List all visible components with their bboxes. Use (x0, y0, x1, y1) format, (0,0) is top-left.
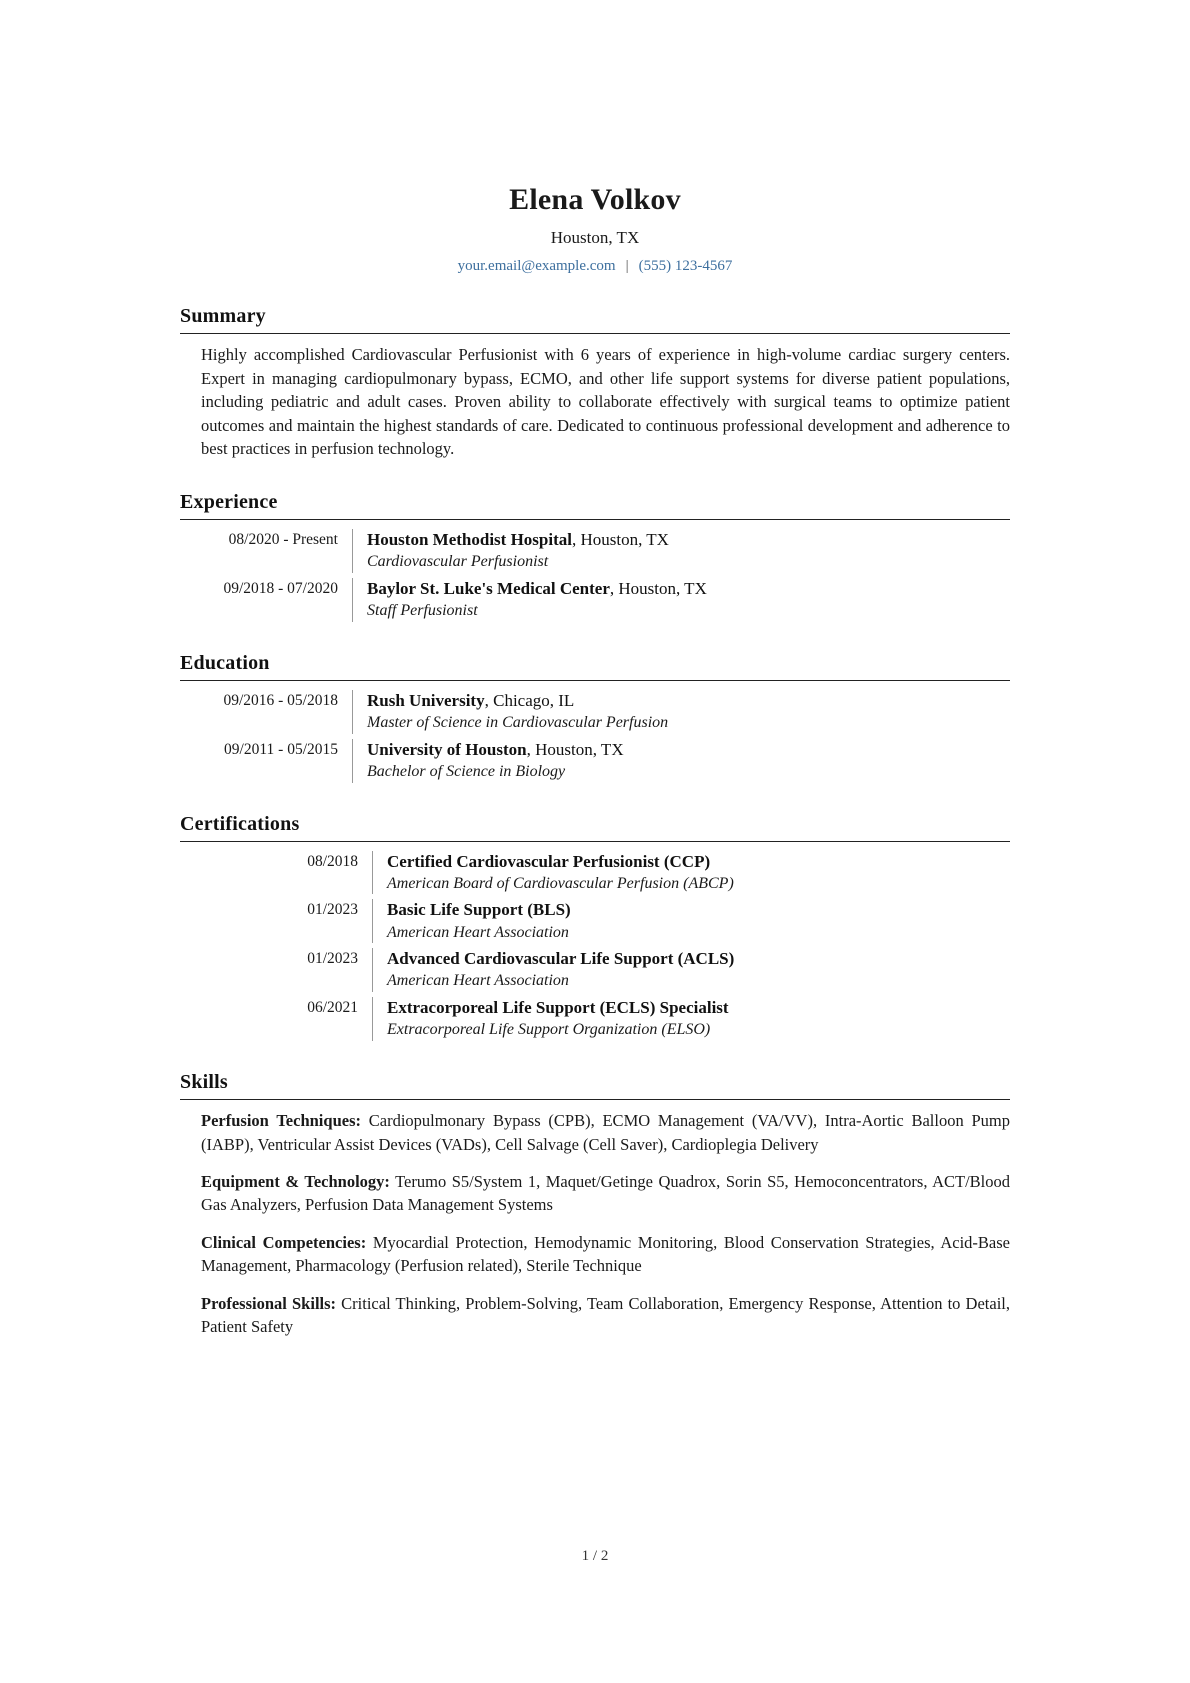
section-title-skills: Skills (180, 1071, 1010, 1100)
entry-head (387, 948, 1010, 970)
entry-head (387, 899, 1010, 921)
entry-certification-name: Extracorporeal Life Support (ECLS) Specialist (387, 998, 729, 1018)
entry-certification-name: Basic Life Support (BLS) (387, 900, 571, 920)
entry-date: 08/2018 (307, 852, 358, 870)
education-item (180, 690, 1010, 734)
entry-divider (352, 739, 353, 783)
entry-divider (352, 690, 353, 734)
entry-main (367, 739, 1010, 783)
skill-values: Terumo S5/System 1, Maquet/Getinge Quadrox, Sorin S5, Hemoconcentrators, ACT/Blood Gas Analyzers, Perfusion Data Management Systems (201, 1171, 1010, 1215)
experience-list (180, 520, 1010, 622)
entry-main (387, 899, 1010, 943)
section-title-education: Education (180, 652, 1010, 681)
experience-item (180, 529, 1010, 573)
entry-date: 06/2021 (307, 999, 358, 1017)
skill-category: Perfusion Techniques: (201, 1111, 361, 1131)
entry-degree: Bachelor of Science in Biology (367, 762, 566, 780)
entry-organization-detail: , Houston, TX (609, 578, 707, 598)
entry-organization-detail: , Chicago, IL (484, 690, 575, 710)
section-title-experience: Experience (180, 491, 1010, 520)
certification-item (180, 851, 1010, 895)
entry-date: 08/2020 - Present (228, 530, 338, 548)
summary-text: Highly accomplished Cardiovascular Perfusionist with 6 years of experience in high-volume cardiac surgery centers. Expert in managing cardiopulmonary bypass, ECMO, and other life support systems for diverse patient populations, including pediatric and adult cases. Proven ability to collaborate effectively with surgical teams to optimize patient outcomes and maintain the highest standards of care. Dedicated to continuous professional development and adherence to best practices in perfusion technology. (201, 345, 1010, 459)
entry-head (367, 690, 1010, 712)
entry-issuer: American Board of Cardiovascular Perfusion (ABCP) (387, 874, 734, 892)
section-title-certifications: Certifications (180, 813, 1010, 842)
skill-group (201, 1109, 1010, 1170)
entry-divider (372, 997, 373, 1041)
entry-main (387, 948, 1010, 992)
email-link[interactable]: your.email@example.com (457, 258, 616, 274)
entry-organization: University of Houston (367, 739, 527, 759)
entry-head (367, 578, 1010, 600)
skill-category: Clinical Competencies: (201, 1232, 367, 1252)
skills-list (180, 1100, 1010, 1352)
entry-issuer: American Heart Association (387, 972, 569, 990)
experience-item (180, 578, 1010, 622)
skill-values: Cardiopulmonary Bypass (CPB), ECMO Management (VA/VV), Intra-Aortic Balloon Pump (IABP), Ventricular Assist Devices (VADs), Cell Salvage (Cell Saver), Cardioplegia Delivery (201, 1111, 1010, 1154)
entry-organization: Rush University (367, 690, 485, 710)
certification-item (180, 948, 1010, 992)
entry-date: 09/2016 - 05/2018 (223, 691, 338, 709)
entry-date: 01/2023 (307, 950, 358, 968)
section-certifications (180, 813, 1010, 1042)
skill-values: Myocardial Protection, Hemodynamic Monitoring, Blood Conservation Strategies, Acid-Base Management, Pharmacology (Perfusion related), Sterile Technique (201, 1232, 1010, 1276)
education-item (180, 739, 1010, 783)
entry-main (367, 690, 1010, 734)
skill-group (201, 1292, 1010, 1353)
skill-category: Equipment & Technology: (201, 1171, 390, 1191)
entry-main (387, 997, 1010, 1041)
entry-divider (372, 851, 373, 895)
page-title: Elena Volkov (509, 183, 681, 216)
entry-role: Staff Perfusionist (367, 601, 478, 619)
entry-certification-name: Advanced Cardiovascular Life Support (ACLS) (387, 949, 735, 969)
entry-date: 09/2018 - 07/2020 (223, 579, 338, 597)
section-experience (180, 491, 1010, 622)
section-summary (180, 305, 1010, 461)
skill-values: Critical Thinking, Problem-Solving, Team Collaboration, Emergency Response, Attention to Detail, Patient Safety (201, 1293, 1010, 1337)
entry-divider (352, 529, 353, 573)
phone-link[interactable]: (555) 123-4567 (638, 258, 733, 274)
entry-head (387, 997, 1010, 1019)
skill-category: Professional Skills: (201, 1293, 337, 1313)
page-indicator: 1 / 2 (581, 1548, 609, 1564)
entry-organization-detail: , Houston, TX (526, 739, 624, 759)
certification-item (180, 997, 1010, 1041)
entry-certification-name: Certified Cardiovascular Perfusionist (CCP) (387, 851, 711, 871)
section-education (180, 652, 1010, 783)
entry-divider (352, 578, 353, 622)
skill-group (201, 1231, 1010, 1292)
certifications-list (180, 842, 1010, 1042)
certification-item (180, 899, 1010, 943)
entry-issuer: Extracorporeal Life Support Organization (ELSO) (387, 1021, 711, 1039)
entry-issuer: American Heart Association (387, 923, 569, 941)
entry-date: 01/2023 (307, 901, 358, 919)
skill-group (201, 1170, 1010, 1231)
entry-organization-detail: , Houston, TX (571, 529, 669, 549)
resume-header (180, 182, 1010, 275)
entry-main (367, 529, 1010, 573)
summary-body (180, 334, 1010, 461)
header-location: Houston, TX (550, 228, 640, 247)
section-skills (180, 1071, 1010, 1352)
entry-role: Cardiovascular Perfusionist (367, 553, 549, 571)
education-list (180, 681, 1010, 783)
entry-main (387, 851, 1010, 895)
entry-divider (372, 899, 373, 943)
entry-divider (372, 948, 373, 992)
entry-head (387, 851, 1010, 873)
contact-separator: | (625, 258, 629, 274)
entry-degree: Master of Science in Cardiovascular Perfusion (367, 713, 669, 731)
entry-organization: Houston Methodist Hospital (367, 529, 572, 549)
entry-date: 09/2011 - 05/2015 (224, 740, 338, 758)
entry-head (367, 529, 1010, 551)
header-contact (180, 258, 1010, 275)
section-title-summary: Summary (180, 305, 1010, 334)
entry-organization: Baylor St. Luke's Medical Center (367, 578, 610, 598)
entry-head (367, 739, 1010, 761)
entry-main (367, 578, 1010, 622)
